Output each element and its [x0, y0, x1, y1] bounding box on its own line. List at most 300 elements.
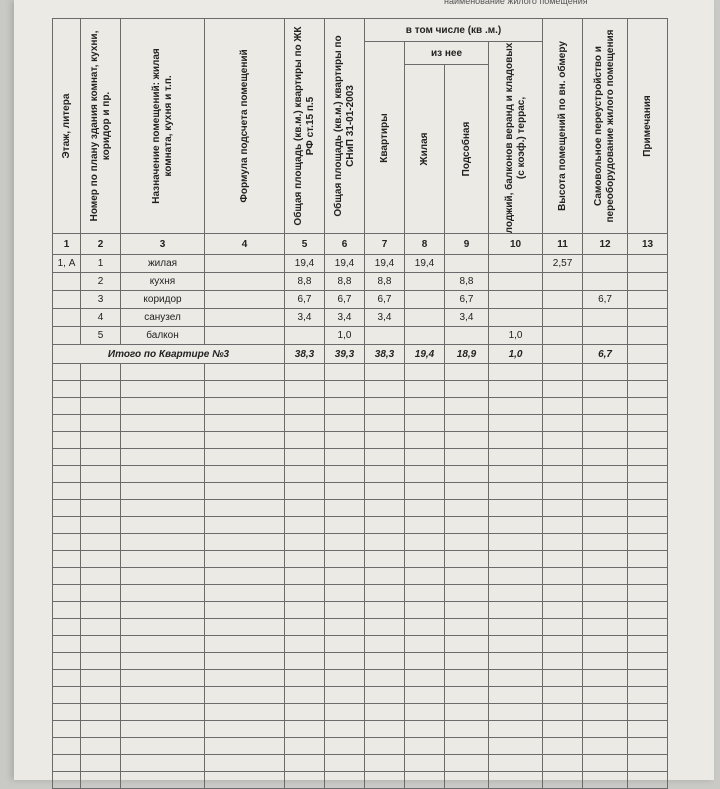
blank-cell — [53, 636, 81, 653]
blank-cell — [405, 432, 445, 449]
blank-cell — [489, 551, 543, 568]
blank-cell — [445, 755, 489, 772]
blank-cell — [445, 687, 489, 704]
blank-cell — [583, 755, 628, 772]
blank-cell — [53, 432, 81, 449]
cell-height — [543, 291, 583, 309]
blank-cell — [365, 381, 405, 398]
blank-cell — [489, 466, 543, 483]
blank-cell — [121, 449, 205, 466]
blank-row — [53, 466, 668, 483]
blank-cell — [543, 551, 583, 568]
blank-cell — [628, 670, 668, 687]
cell-formula — [205, 255, 285, 273]
column-number: 4 — [205, 234, 285, 255]
blank-cell — [81, 653, 121, 670]
blank-cell — [121, 551, 205, 568]
blank-cell — [365, 415, 405, 432]
blank-cell — [445, 534, 489, 551]
column-number: 5 — [285, 234, 325, 255]
blank-cell — [405, 738, 445, 755]
blank-row — [53, 500, 668, 517]
blank-cell — [628, 602, 668, 619]
blank-cell — [583, 381, 628, 398]
blank-cell — [543, 585, 583, 602]
cell-num: 3 — [81, 291, 121, 309]
cell-note — [628, 273, 668, 291]
column-number: 1 — [53, 234, 81, 255]
total-area5: 38,3 — [285, 345, 325, 364]
blank-cell — [583, 619, 628, 636]
blank-cell — [445, 704, 489, 721]
blank-cell — [489, 568, 543, 585]
cell-name: жилая — [121, 255, 205, 273]
blank-cell — [445, 670, 489, 687]
blank-cell — [365, 483, 405, 500]
blank-row — [53, 432, 668, 449]
blank-cell — [489, 636, 543, 653]
cell-formula — [205, 291, 285, 309]
blank-cell — [325, 432, 365, 449]
blank-cell — [81, 619, 121, 636]
blank-cell — [628, 772, 668, 789]
blank-cell — [543, 670, 583, 687]
blank-cell — [583, 636, 628, 653]
blank-cell — [489, 687, 543, 704]
blank-cell — [489, 670, 543, 687]
cell-living — [405, 273, 445, 291]
cell-living: 19,4 — [405, 255, 445, 273]
blank-cell — [81, 466, 121, 483]
blank-cell — [325, 619, 365, 636]
blank-cell — [543, 381, 583, 398]
column-number: 9 — [445, 234, 489, 255]
cell-area6: 6,7 — [325, 291, 365, 309]
total-area6: 39,3 — [325, 345, 365, 364]
blank-cell — [405, 636, 445, 653]
blank-cell — [365, 517, 405, 534]
blank-cell — [205, 670, 285, 687]
total-aux: 18,9 — [445, 345, 489, 364]
blank-cell — [583, 602, 628, 619]
blank-cell — [81, 483, 121, 500]
blank-cell — [445, 398, 489, 415]
blank-row — [53, 670, 668, 687]
blank-cell — [121, 381, 205, 398]
cell-unauth — [583, 273, 628, 291]
blank-cell — [543, 704, 583, 721]
blank-cell — [583, 568, 628, 585]
blank-cell — [53, 772, 81, 789]
blank-cell — [543, 568, 583, 585]
blank-cell — [445, 466, 489, 483]
blank-cell — [405, 517, 445, 534]
blank-cell — [628, 517, 668, 534]
blank-cell — [285, 772, 325, 789]
blank-cell — [489, 432, 543, 449]
blank-cell — [628, 704, 668, 721]
blank-cell — [285, 449, 325, 466]
blank-cell — [543, 534, 583, 551]
blank-cell — [489, 721, 543, 738]
blank-cell — [53, 619, 81, 636]
blank-cell — [543, 687, 583, 704]
blank-cell — [489, 704, 543, 721]
header-unauthorized: Самовольное переустройство и переоборудование жилого помещения — [583, 19, 628, 234]
blank-cell — [405, 381, 445, 398]
blank-cell — [405, 398, 445, 415]
blank-cell — [543, 466, 583, 483]
blank-cell — [583, 517, 628, 534]
cell-unauth — [583, 309, 628, 327]
blank-cell — [205, 500, 285, 517]
cell-floor: 1, А — [53, 255, 81, 273]
blank-cell — [583, 687, 628, 704]
blank-cell — [121, 534, 205, 551]
blank-cell — [628, 415, 668, 432]
cell-aux — [445, 327, 489, 345]
blank-cell — [628, 585, 668, 602]
blank-cell — [365, 687, 405, 704]
blank-cell — [205, 653, 285, 670]
blank-cell — [285, 517, 325, 534]
cell-balcony — [489, 273, 543, 291]
blank-cell — [405, 653, 445, 670]
blank-cell — [489, 738, 543, 755]
blank-row — [53, 568, 668, 585]
blank-cell — [285, 585, 325, 602]
blank-cell — [365, 500, 405, 517]
cell-num: 5 — [81, 327, 121, 345]
blank-cell — [405, 772, 445, 789]
blank-cell — [205, 619, 285, 636]
blank-cell — [405, 483, 445, 500]
header-notes: Примечания — [628, 19, 668, 234]
blank-cell — [543, 432, 583, 449]
blank-cell — [285, 534, 325, 551]
blank-cell — [205, 772, 285, 789]
cell-height — [543, 327, 583, 345]
blank-row — [53, 483, 668, 500]
blank-cell — [628, 483, 668, 500]
blank-cell — [81, 721, 121, 738]
blank-row — [53, 534, 668, 551]
blank-cell — [285, 466, 325, 483]
blank-cell — [365, 466, 405, 483]
blank-cell — [121, 432, 205, 449]
cell-flat: 3,4 — [365, 309, 405, 327]
header-purpose: Назначение помещений: жилая комната, кухня и т.п. — [121, 19, 205, 234]
cell-balcony — [489, 309, 543, 327]
blank-cell — [365, 619, 405, 636]
blank-row — [53, 449, 668, 466]
total-unauth: 6,7 — [583, 345, 628, 364]
blank-cell — [365, 772, 405, 789]
blank-cell — [53, 653, 81, 670]
blank-cell — [53, 670, 81, 687]
total-label: Итого по Квартире №3 — [53, 345, 285, 364]
total-height — [543, 345, 583, 364]
blank-cell — [543, 772, 583, 789]
cell-floor — [53, 291, 81, 309]
table-row — [53, 327, 668, 345]
blank-cell — [81, 415, 121, 432]
blank-cell — [445, 364, 489, 381]
total-note — [628, 345, 668, 364]
blank-cell — [325, 585, 365, 602]
blank-cell — [365, 636, 405, 653]
cell-name: коридор — [121, 291, 205, 309]
blank-cell — [489, 517, 543, 534]
blank-cell — [445, 772, 489, 789]
blank-cell — [205, 755, 285, 772]
cell-name: балкон — [121, 327, 205, 345]
blank-cell — [583, 432, 628, 449]
blank-cell — [543, 415, 583, 432]
blank-cell — [285, 483, 325, 500]
blank-cell — [205, 415, 285, 432]
blank-cell — [285, 721, 325, 738]
cell-unauth — [583, 327, 628, 345]
cell-area6: 3,4 — [325, 309, 365, 327]
column-number: 12 — [583, 234, 628, 255]
blank-cell — [121, 500, 205, 517]
blank-cell — [81, 670, 121, 687]
blank-cell — [205, 517, 285, 534]
cell-area5: 6,7 — [285, 291, 325, 309]
header-row-1 — [53, 19, 668, 42]
blank-cell — [53, 517, 81, 534]
header-auxiliary: Подсобная — [445, 65, 489, 234]
blank-cell — [445, 432, 489, 449]
blank-cell — [405, 449, 445, 466]
cell-floor — [53, 273, 81, 291]
cell-note — [628, 291, 668, 309]
blank-cell — [583, 585, 628, 602]
blank-cell — [365, 602, 405, 619]
blank-cell — [325, 721, 365, 738]
blank-row — [53, 738, 668, 755]
blank-cell — [205, 738, 285, 755]
blank-cell — [325, 602, 365, 619]
blank-cell — [445, 415, 489, 432]
blank-cell — [121, 602, 205, 619]
cell-balcony — [489, 291, 543, 309]
blank-cell — [53, 364, 81, 381]
blank-cell — [121, 466, 205, 483]
blank-cell — [405, 534, 445, 551]
blank-cell — [121, 704, 205, 721]
blank-cell — [325, 738, 365, 755]
cell-formula — [205, 309, 285, 327]
blank-cell — [489, 381, 543, 398]
cell-height — [543, 273, 583, 291]
blank-cell — [205, 636, 285, 653]
blank-cell — [81, 602, 121, 619]
blank-cell — [489, 483, 543, 500]
blank-cell — [53, 466, 81, 483]
blank-cell — [285, 636, 325, 653]
blank-cell — [365, 721, 405, 738]
blank-cell — [445, 483, 489, 500]
blank-cell — [583, 772, 628, 789]
blank-cell — [81, 534, 121, 551]
blank-cell — [489, 398, 543, 415]
blank-cell — [628, 449, 668, 466]
blank-cell — [53, 500, 81, 517]
blank-cell — [121, 619, 205, 636]
blank-cell — [53, 585, 81, 602]
blank-cell — [53, 721, 81, 738]
blank-cell — [325, 500, 365, 517]
blank-cell — [405, 415, 445, 432]
blank-row — [53, 721, 668, 738]
blank-cell — [583, 704, 628, 721]
blank-row — [53, 415, 668, 432]
blank-row — [53, 704, 668, 721]
blank-cell — [121, 636, 205, 653]
blank-cell — [628, 432, 668, 449]
blank-cell — [365, 432, 405, 449]
blank-cell — [325, 398, 365, 415]
blank-cell — [445, 636, 489, 653]
blank-cell — [445, 568, 489, 585]
blank-cell — [53, 449, 81, 466]
cell-area5: 8,8 — [285, 273, 325, 291]
blank-cell — [285, 755, 325, 772]
cell-note — [628, 327, 668, 345]
blank-cell — [121, 755, 205, 772]
blank-cell — [121, 687, 205, 704]
cell-area6: 19,4 — [325, 255, 365, 273]
blank-cell — [53, 551, 81, 568]
cell-living — [405, 327, 445, 345]
cell-area6: 1,0 — [325, 327, 365, 345]
blank-row — [53, 755, 668, 772]
blank-cell — [81, 398, 121, 415]
blank-cell — [53, 704, 81, 721]
top-note: наименование жилого помещения — [444, 0, 588, 6]
blank-cell — [325, 568, 365, 585]
blank-cell — [121, 398, 205, 415]
blank-cell — [121, 364, 205, 381]
blank-cell — [489, 415, 543, 432]
blank-cell — [405, 551, 445, 568]
blank-cell — [445, 517, 489, 534]
blank-cell — [489, 772, 543, 789]
blank-cell — [81, 738, 121, 755]
blank-cell — [325, 670, 365, 687]
blank-cell — [121, 585, 205, 602]
blank-cell — [405, 619, 445, 636]
blank-cell — [285, 568, 325, 585]
cell-flat — [365, 327, 405, 345]
blank-cell — [81, 381, 121, 398]
blank-cell — [628, 568, 668, 585]
blank-cell — [543, 721, 583, 738]
column-number: 8 — [405, 234, 445, 255]
table-row — [53, 273, 668, 291]
blank-row — [53, 619, 668, 636]
table-row — [53, 255, 668, 273]
blank-cell — [405, 364, 445, 381]
blank-row — [53, 602, 668, 619]
header-formula: Формула подсчета помещений — [205, 19, 285, 234]
cell-floor — [53, 309, 81, 327]
column-number: 2 — [81, 234, 121, 255]
blank-cell — [205, 585, 285, 602]
blank-cell — [285, 381, 325, 398]
blank-cell — [285, 415, 325, 432]
total-row — [53, 345, 668, 364]
blank-cell — [628, 653, 668, 670]
header-flat: Квартиры — [365, 42, 405, 234]
blank-row — [53, 687, 668, 704]
blank-cell — [543, 483, 583, 500]
cell-area5: 19,4 — [285, 255, 325, 273]
cell-unauth: 6,7 — [583, 291, 628, 309]
blank-cell — [628, 636, 668, 653]
blank-cell — [285, 364, 325, 381]
blank-cell — [628, 381, 668, 398]
blank-cell — [325, 381, 365, 398]
blank-cell — [205, 551, 285, 568]
cell-name: кухня — [121, 273, 205, 291]
blank-cell — [325, 449, 365, 466]
blank-cell — [628, 364, 668, 381]
blank-cell — [543, 449, 583, 466]
blank-cell — [628, 551, 668, 568]
blank-cell — [205, 704, 285, 721]
blank-cell — [405, 585, 445, 602]
cell-flat: 6,7 — [365, 291, 405, 309]
blank-cell — [205, 432, 285, 449]
blank-cell — [53, 415, 81, 432]
blank-cell — [365, 755, 405, 772]
blank-cell — [121, 653, 205, 670]
blank-cell — [543, 398, 583, 415]
blank-cell — [325, 534, 365, 551]
cell-floor — [53, 327, 81, 345]
header-area-zhk: Общая площадь (кв.м.) квартиры по ЖК РФ ст.15 п.5 — [285, 19, 325, 234]
blank-cell — [325, 551, 365, 568]
blank-cell — [81, 551, 121, 568]
blank-cell — [121, 772, 205, 789]
blank-cell — [285, 500, 325, 517]
blank-cell — [365, 585, 405, 602]
blank-cell — [53, 398, 81, 415]
blank-cell — [628, 755, 668, 772]
blank-cell — [205, 449, 285, 466]
blank-cell — [81, 636, 121, 653]
blank-cell — [405, 721, 445, 738]
blank-cell — [325, 415, 365, 432]
blank-cell — [285, 653, 325, 670]
blank-cell — [285, 704, 325, 721]
blank-cell — [405, 602, 445, 619]
blank-cell — [325, 636, 365, 653]
explication-table — [52, 18, 668, 789]
blank-cell — [583, 449, 628, 466]
blank-cell — [445, 738, 489, 755]
blank-cell — [81, 517, 121, 534]
blank-cell — [325, 466, 365, 483]
blank-cell — [325, 364, 365, 381]
blank-cell — [365, 738, 405, 755]
blank-cell — [285, 738, 325, 755]
blank-cell — [445, 449, 489, 466]
column-number: 7 — [365, 234, 405, 255]
